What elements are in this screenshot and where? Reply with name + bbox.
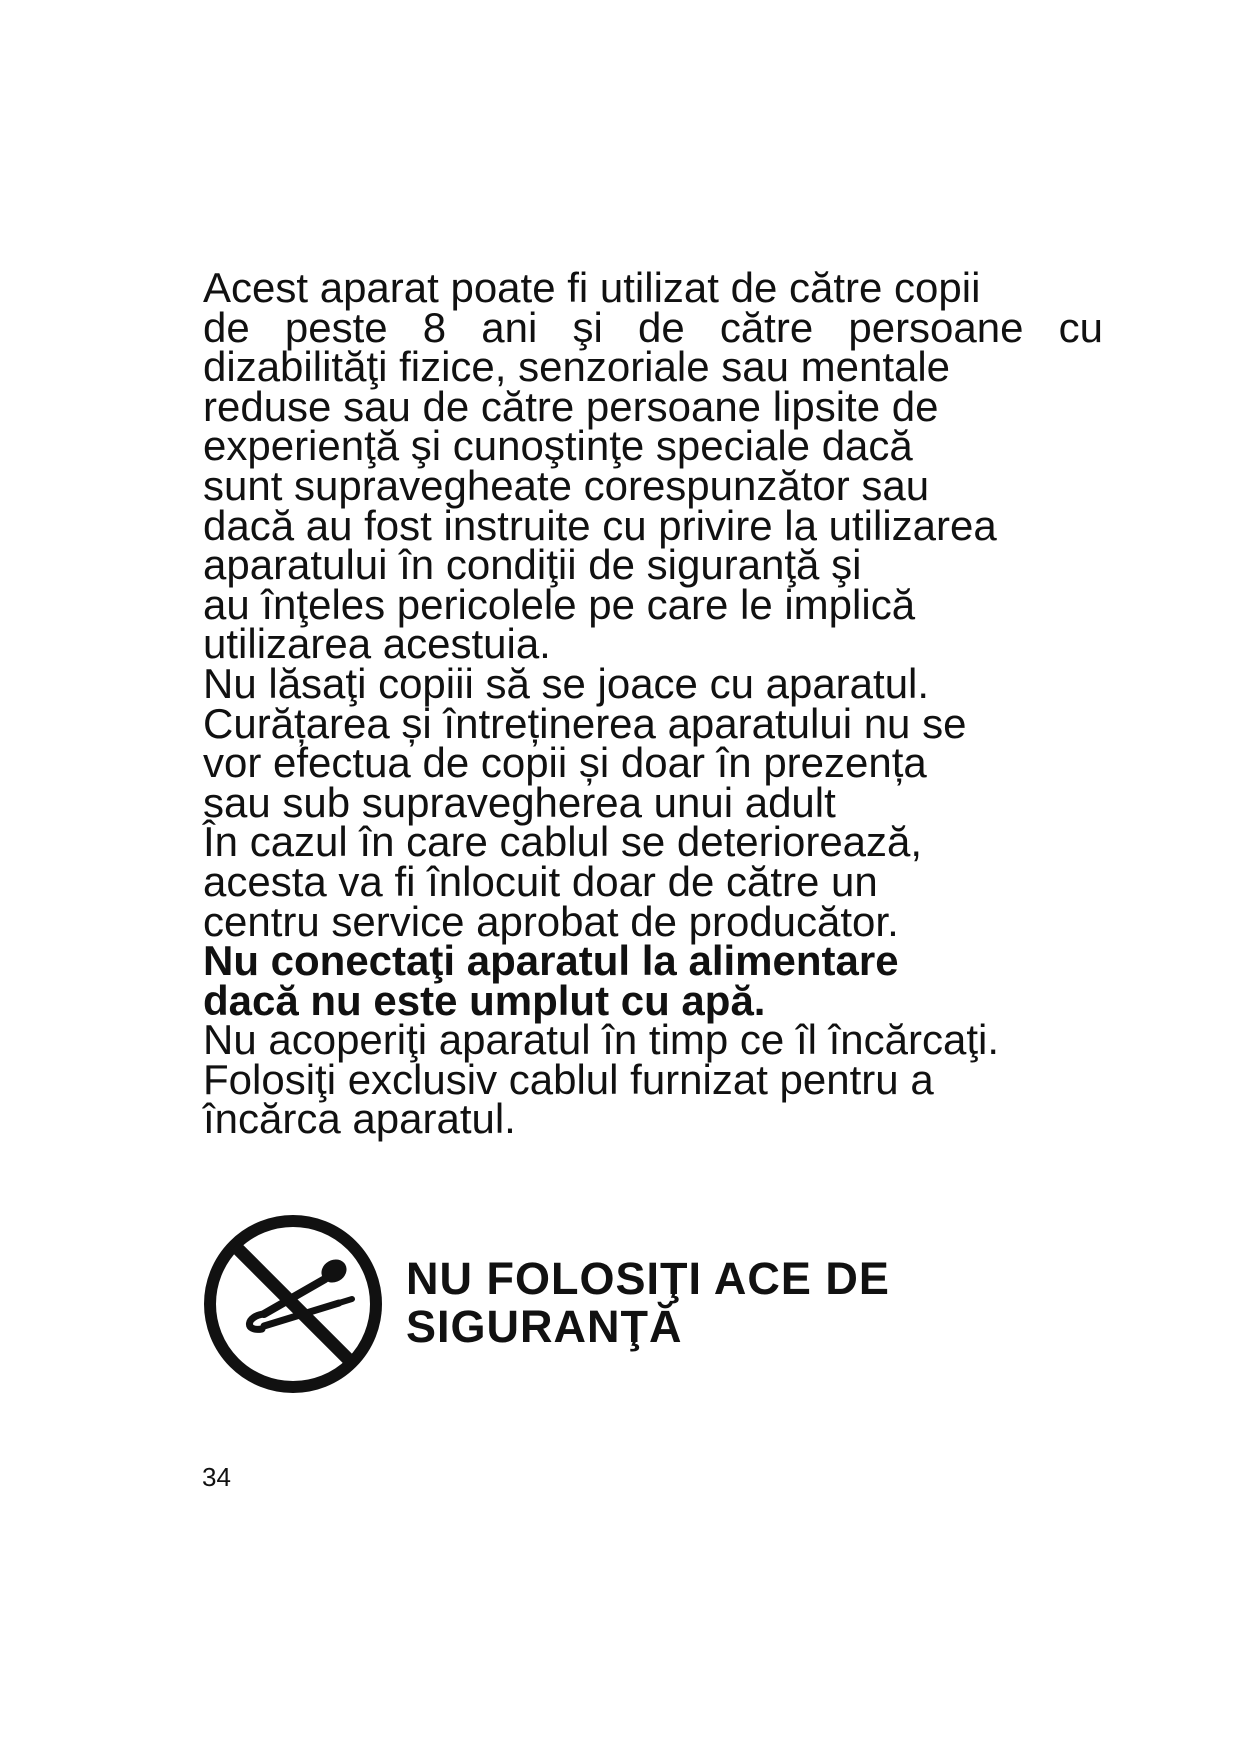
text-line: dacă au fost instruite cu privire la utilizarea [203, 501, 997, 549]
safety-pin-warning [202, 1213, 1102, 1393]
text-line: Acest aparat poate fi utilizat de către copii [203, 264, 981, 311]
instructions-text [203, 264, 1103, 1143]
text-line: centru service aprobat de producător. [203, 897, 899, 945]
text-line: Nu lăsaţi copiii să se joace cu aparatul. [203, 659, 930, 707]
text-line: aparatului în condiţii de siguranţă şi [203, 541, 862, 589]
text-line: Nu acoperiţi aparatul în timp ce îl încărcaţi. [203, 1016, 1000, 1064]
warning-label-line: SIGURANŢĂ [406, 1301, 683, 1352]
text-line: Folosiţi exclusiv cablul furnizat pentru a [203, 1055, 934, 1103]
page-number: 34 [202, 1462, 231, 1492]
text-line: sunt supravegheate corespunzător sau [203, 461, 930, 509]
text-line: de peste 8 ani şi de către persoane cu [203, 303, 1103, 351]
no-safety-pin-icon [202, 1213, 384, 1395]
warning-label-line: NU FOLOSIŢI ACE DE [406, 1253, 890, 1304]
bold-warning-line: dacă nu este umplut cu apă. [203, 976, 766, 1024]
text-line: Curățarea și întreținerea aparatului nu se [203, 699, 967, 747]
text-line: dizabilităţi fizice, senzoriale sau mentale [203, 343, 951, 391]
text-line: experienţă şi cunoştinţe speciale dacă [203, 422, 913, 470]
text-line: reduse sau de către persoane lipsite de [203, 382, 939, 430]
bold-warning-line: Nu conectaţi aparatul la alimentare [203, 937, 899, 985]
text-line: În cazul în care cablul se deteriorează, [203, 818, 923, 866]
text-line: utilizarea acestuia. [203, 620, 551, 668]
text-line: au înţeles pericolele pe care le implică [203, 580, 916, 628]
text-line: acesta va fi înlocuit doar de către un [203, 857, 878, 905]
text-line: sau sub supravegherea unui adult [203, 778, 836, 826]
text-line: vor efectua de copii și doar în prezența [203, 739, 927, 787]
text-line: încărca aparatul. [203, 1095, 516, 1143]
warning-label [406, 1255, 890, 1351]
